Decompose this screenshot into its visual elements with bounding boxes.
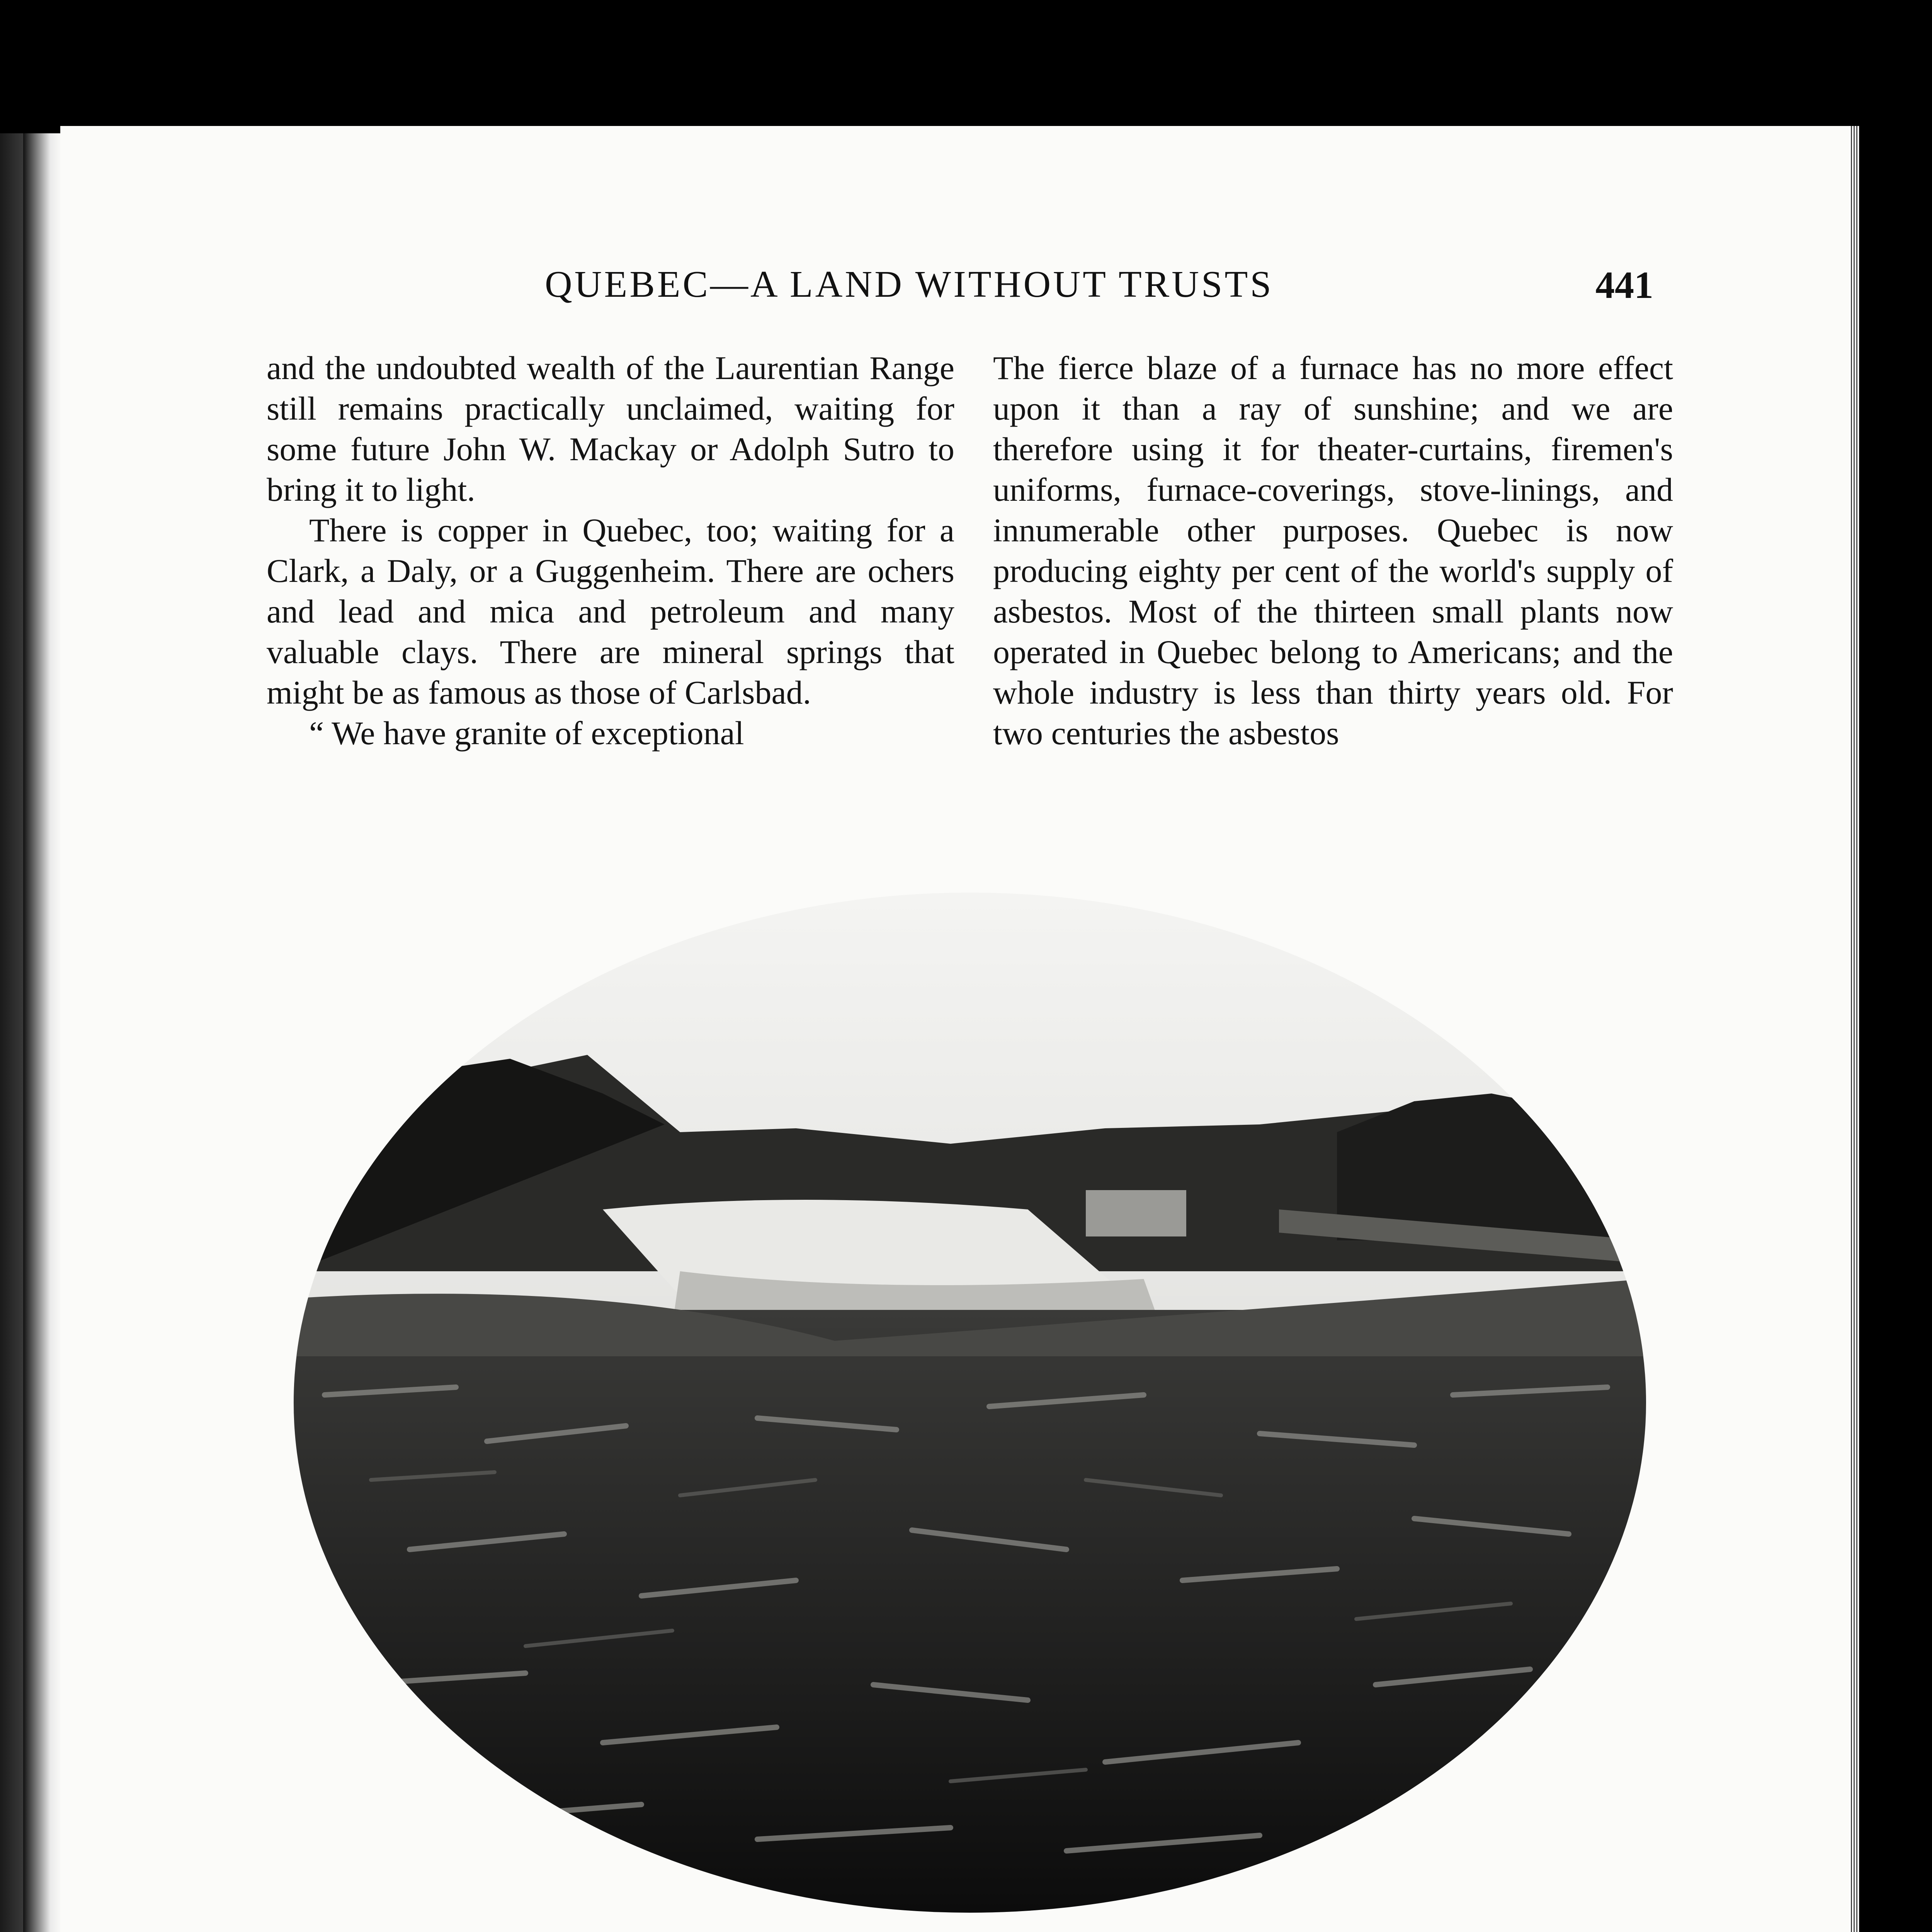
running-title: QUEBEC—A LAND WITHOUT TRUSTS — [545, 264, 1274, 305]
page-stack-edge — [1849, 126, 1859, 1932]
text-column-top-left — [267, 348, 954, 753]
caption-line — [301, 1927, 1646, 1932]
photo-illustration — [294, 893, 1646, 1913]
log-run-photograph — [294, 893, 1646, 1913]
paragraph: and the undoubted wealth of the Laurentian Range still remains practically unclaimed, waiting for some future John W. Mackay or Adolph Sutro to bring it to light. — [267, 349, 954, 508]
paragraph: The fierce blaze of a furnace has no more effect upon it than a ray of sunshine; and we are therefore using it for theater-curtains, firemen's uniforms, furnace-coverings, stove-linings, and innumerable other purposes. Quebec is now producing eighty per cent of the world's supply of asbestos. Most of the thirteen small plants now operated in Quebec belong to Americans; and the whole industry is less than thirty years old. For two centuries the asbestos — [993, 349, 1673, 752]
page-number: 441 — [1595, 264, 1653, 306]
paragraph: “ We have granite of exceptional — [309, 714, 744, 752]
figure-caption — [301, 1927, 1646, 1932]
paragraph: There is copper in Quebec, too; waiting for a Clark, a Daly, or a Guggenheim. There are ochers and lead and mica and petroleum and many valuable clays. There are mineral springs that might be as famous as those of Carlsbad. — [267, 512, 954, 711]
facing-page-gutter — [23, 133, 62, 1932]
text-column-top-right — [993, 348, 1673, 753]
